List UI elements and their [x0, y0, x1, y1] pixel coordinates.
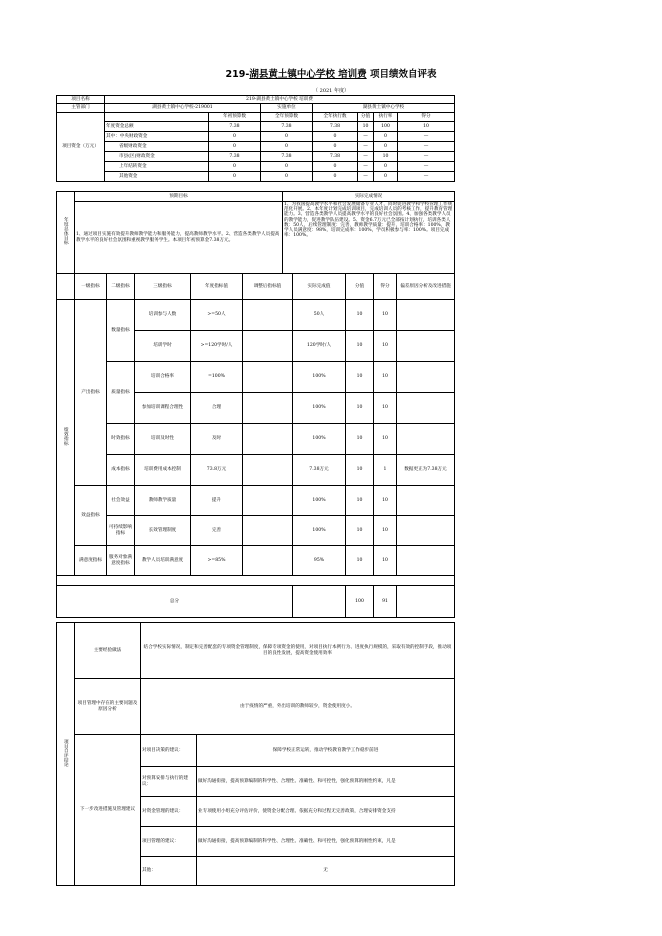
- l2-indicator: 时效指标: [107, 424, 135, 455]
- funds-cell: 10: [358, 122, 374, 132]
- actual-value: 50人: [293, 300, 346, 331]
- funds-header: 全年执行数: [313, 113, 358, 122]
- funds-cell: —: [398, 162, 455, 172]
- suggestion-text: 做好沟通衔接，提高预算编制的科学性、合理性、准确性、和可控性，强化预算的刚性约束，凡是: [197, 827, 455, 857]
- suggestion-label: 项目管理的建议：: [141, 827, 197, 857]
- funds-cell: —: [398, 142, 455, 152]
- page-title: 219-湖县黄土镇中心学校 培训费 项目绩效自评表: [225, 69, 437, 80]
- funds-cell: —: [358, 172, 374, 182]
- l3-indicator: 培训及时性: [135, 424, 191, 455]
- score-value: 10: [346, 300, 374, 331]
- note-value: [397, 300, 455, 331]
- note-value: [397, 331, 455, 362]
- note-value: [397, 516, 455, 546]
- conclusion-label: 项目自评结论: [57, 623, 75, 886]
- funds-cell: 0: [313, 172, 358, 182]
- target-value: >=85%: [191, 546, 243, 576]
- actual-value: 7.38万元: [293, 455, 346, 486]
- adjusted-value: [243, 424, 293, 455]
- funds-cell: 0: [209, 132, 261, 142]
- funds-cell: 100: [374, 122, 398, 132]
- l2-indicator: 数量指标: [107, 300, 135, 362]
- target-value: 及时: [191, 424, 243, 455]
- effect-indicator-label: 效益指标: [75, 486, 107, 546]
- problem-text: 由于疫情的严重，外出培训的教师较少，资金使用度小。: [141, 679, 455, 735]
- suggestion-text: 业专项使用小组充分评估评价，使资金分配合理、依据充分和过程无完善政策，合理安排资金支持: [197, 797, 455, 827]
- funds-cell: 0: [313, 142, 358, 152]
- funds-cell: 0: [374, 162, 398, 172]
- project-name-value: 219-湖县黄土镇中心学校 培训费: [105, 96, 455, 104]
- funds-header: 得分: [398, 113, 455, 122]
- l3-indicator: 参加培训课程合理性: [135, 393, 191, 424]
- funds-row-name: 其中：中央财政资金: [105, 132, 209, 142]
- actual-value: 100%: [293, 516, 346, 546]
- score-value: 10: [346, 546, 374, 576]
- l2-indicator: 社会效益: [107, 486, 135, 516]
- note-value: 数据更正为7.38万元: [397, 455, 455, 486]
- got-value: 10: [374, 546, 397, 576]
- funds-cell: —: [398, 152, 455, 162]
- impl-label: 实施单位: [261, 104, 313, 113]
- target-value: >=120学时/人: [191, 331, 243, 362]
- adjusted-value: [243, 362, 293, 393]
- l2-indicator: 可持续影响指标: [107, 516, 135, 546]
- funds-cell: 0: [374, 142, 398, 152]
- funds-cell: —: [358, 132, 374, 142]
- l3-indicator: 培训费用成本控制: [135, 455, 191, 486]
- got-value: 1: [374, 455, 397, 486]
- actual-result-header: 实际完成情况: [283, 192, 455, 202]
- expected-goal-header: 预期目标: [75, 192, 283, 202]
- perf-indicator-label: 绩效指标: [57, 300, 75, 576]
- goals-label: 年度总体目标: [57, 192, 75, 274]
- got-value: 10: [374, 393, 397, 424]
- suggestion-label: 对预算安排与执行的建议：: [141, 767, 197, 797]
- adjusted-value: [243, 516, 293, 546]
- score-value: 10: [346, 331, 374, 362]
- target-value: 提升: [191, 486, 243, 516]
- suggestion-label: 对项目决策的建议：: [141, 735, 197, 767]
- l3-indicator: 长效管理制度: [135, 516, 191, 546]
- note-value: [397, 486, 455, 516]
- funds-cell: 0: [209, 162, 261, 172]
- funds-cell: 7.38: [209, 152, 261, 162]
- funds-row-name: 市县(区)财政资金: [105, 152, 209, 162]
- funds-cell: 7.38: [313, 122, 358, 132]
- funds-cell: 0: [261, 162, 313, 172]
- total-label: 总分: [57, 586, 293, 618]
- score-value: 10: [346, 486, 374, 516]
- conclusion-table: [56, 622, 455, 886]
- expected-goal-text: 1、通过项目实施有效提升教师教学能力和服务能力，提高教师教学水平。2、营造各类教学人员提高教学水平的良好社会氛围和重视教学服务学生。本项目年初预算金7.38万元。: [75, 202, 283, 274]
- actual-value: 120学时/人: [293, 331, 346, 362]
- indicators-table: [56, 273, 455, 618]
- score-value: 10: [346, 393, 374, 424]
- funds-cell: —: [358, 162, 374, 172]
- l3-indicator: 培训参与人数: [135, 300, 191, 331]
- funds-row-name: 上年结转资金: [105, 162, 209, 172]
- l2-indicator: 服务对象满意度指标: [107, 546, 135, 576]
- suggestion-text: 保障学校正常运转，推动学校教育教学工作稳步前进: [197, 735, 455, 767]
- goals-table: [56, 191, 455, 274]
- funds-cell: 7.38: [261, 122, 313, 132]
- adjusted-value: [243, 331, 293, 362]
- got-value: 10: [374, 331, 397, 362]
- target-value: 合理: [191, 393, 243, 424]
- got-value: 10: [374, 300, 397, 331]
- output-indicator-label: 产出指标: [75, 300, 107, 486]
- funds-cell: —: [358, 142, 374, 152]
- note-value: [397, 424, 455, 455]
- funds-cell: 0: [374, 132, 398, 142]
- ind-header: 二级指标: [107, 274, 135, 300]
- problem-label: 项目管理中存在的主要问题及原因分析: [75, 679, 141, 735]
- info-funds-table: [56, 95, 455, 182]
- l3-indicator: 教师教学质量: [135, 486, 191, 516]
- funds-cell: 0: [374, 172, 398, 182]
- l3-indicator: 培训合格率: [135, 362, 191, 393]
- suggestion-text: 做好沟通衔接，提高预算编制的科学性、合理性、准确性、和可控性，强化预算的刚性约束，凡是: [197, 767, 455, 797]
- l2-indicator: 成本指标: [107, 455, 135, 486]
- dept-value: 湖县黄土镇中心学校-219001: [105, 104, 261, 113]
- actual-value: 95%: [293, 546, 346, 576]
- adjusted-value: [243, 546, 293, 576]
- ind-header: 得分: [374, 274, 397, 300]
- ind-header: 三级指标: [135, 274, 191, 300]
- ind-header: 分值: [346, 274, 374, 300]
- funds-cell: 0: [261, 132, 313, 142]
- funds-cell: 10: [374, 152, 398, 162]
- funds-cell: 10: [398, 122, 455, 132]
- total-score: 100: [346, 586, 374, 618]
- actual-value: 100%: [293, 393, 346, 424]
- ind-header: 偏差原因分析及改进措施: [397, 274, 455, 300]
- target-value: 完善: [191, 516, 243, 546]
- dept-label: 主管部门: [57, 104, 105, 113]
- adjusted-value: [243, 486, 293, 516]
- funds-cell: —: [358, 152, 374, 162]
- ind-header: 实际完成值: [293, 274, 346, 300]
- funds-row-name: 年度资金总额: [105, 122, 209, 132]
- funds-cell: 0: [261, 172, 313, 182]
- funds-cell: 7.38: [209, 122, 261, 132]
- funds-cell: 0: [261, 142, 313, 152]
- adjusted-value: [243, 393, 293, 424]
- got-value: 10: [374, 424, 397, 455]
- funds-cell: 0: [209, 172, 261, 182]
- score-value: 10: [346, 362, 374, 393]
- adjusted-value: [243, 300, 293, 331]
- funds-header: 全年预算数: [261, 113, 313, 122]
- score-value: 10: [346, 455, 374, 486]
- got-value: 10: [374, 516, 397, 546]
- funds-header: 分值: [358, 113, 374, 122]
- funds-cell: 0: [313, 132, 358, 142]
- score-value: 10: [346, 516, 374, 546]
- target-value: >=50人: [191, 300, 243, 331]
- funds-header: 年初预算数: [209, 113, 261, 122]
- adjusted-value: [243, 455, 293, 486]
- l3-indicator: 教学人员培训满意度: [135, 546, 191, 576]
- total-got: 91: [374, 586, 397, 618]
- l2-indicator: 质量指标: [107, 362, 135, 424]
- year-label: （ 2021 年度）: [313, 88, 349, 94]
- funds-cell: —: [398, 172, 455, 182]
- ind-header: 年度指标值: [191, 274, 243, 300]
- ind-header: 调整后指标值: [243, 274, 293, 300]
- impl-value: 湖县黄土镇中心学校: [313, 104, 455, 113]
- actual-value: 100%: [293, 486, 346, 516]
- actual-result-text: 1、为我国提高教学水平和社会发展储备专业人才，同时促进教学和学校管理工作规范化开展。2、本年度计划完成培训项目，完成培训人员的考核工作，提升教育管理能力。3、营造各类教学人员提高教学水平的良好社会氛围。4、加强各类教学人员的教学能力，促进教学队伍建设。5、资金6.7万元已全部按计划执行，培训各类人数：50人，后续管理制度：完善，教师教学质量：提升，培训合格率：100%，教学人员满意度：98%，培训完成率：100%，学员积极参与率：100%。项目完成率：100%。: [283, 202, 455, 274]
- satisfaction-indicator-label: 满意度指标: [75, 546, 107, 576]
- experience-text: 结合学校实际情况，制定和完善配套的专项资金管理制度，保障专项资金的使用，对项目执行本例行为、进度执行规模的，采取有效的控制手段，推动项目的良性发展，提高资金使用效率: [141, 623, 455, 679]
- target-value: =100%: [191, 362, 243, 393]
- got-value: 10: [374, 486, 397, 516]
- got-value: 10: [374, 362, 397, 393]
- funds-row-name: 省级财政资金: [105, 142, 209, 152]
- score-value: 10: [346, 424, 374, 455]
- funds-row-name: 其他资金: [105, 172, 209, 182]
- funds-label: 项目资金（万元）: [57, 113, 105, 182]
- actual-value: 100%: [293, 424, 346, 455]
- suggestion-label: 对资金管理的建议：: [141, 797, 197, 827]
- project-name-label: 项目名称: [57, 96, 105, 104]
- actual-value: 100%: [293, 362, 346, 393]
- funds-cell: —: [398, 132, 455, 142]
- suggestion-label: 其他：: [141, 857, 197, 886]
- funds-cell: 0: [313, 162, 358, 172]
- improve-label: 下一步改进措施及管理建议: [75, 735, 141, 886]
- funds-header: 执行率: [374, 113, 398, 122]
- funds-cell: 7.38: [261, 152, 313, 162]
- l3-indicator: 培训学时: [135, 331, 191, 362]
- target-value: 73.8万元: [191, 455, 243, 486]
- suggestion-text: 无: [197, 857, 455, 886]
- note-value: [397, 362, 455, 393]
- ind-header: 一级指标: [75, 274, 107, 300]
- funds-cell: 0: [209, 142, 261, 152]
- funds-cell: 7.38: [313, 152, 358, 162]
- note-value: [397, 393, 455, 424]
- experience-label: 主要经验做法: [75, 623, 141, 679]
- note-value: [397, 546, 455, 576]
